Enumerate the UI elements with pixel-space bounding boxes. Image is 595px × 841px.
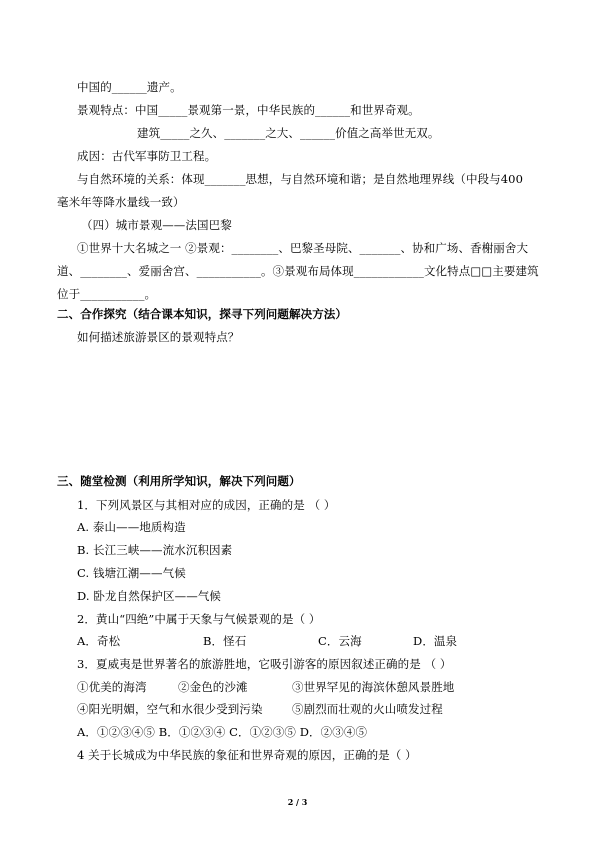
option: C. 钱塘江潮——气候 [77,566,186,580]
text-line: 毫米年等降水量线一致） [57,195,185,209]
option: A. 泰山——地质构造 [77,520,186,534]
option: ⑤剧烈而壮观的火山喷发过程 [292,702,443,716]
text-line: 与自然环境的关系：体现_______思想，与自然环境和谐；是自然地理界线（中段与400 [77,172,523,186]
option: ③世界罕见的海滨休憩风景胜地 [292,680,455,694]
text-line: 位于___________。 [57,287,157,301]
section-heading: 三、随堂检测（利用所学知识，解决下列问题） [57,474,301,488]
text-line: ①世界十大名城之一 ②景观：________、巴黎圣母院、_______、协和广场、香榭丽舍大 [77,241,529,255]
text-line: 成因：古代军事防卫工程。 [77,149,217,163]
section-heading: 二、合作探究（结合课本知识，探寻下列问题解决方法） [57,307,347,321]
option: B. 长江三峡——流水沉积因素 [77,543,233,557]
option: ②金色的沙滩 [178,680,248,694]
option: D．温泉 [413,634,458,648]
option: A．奇松 [77,634,121,648]
text-line: 道、________、爱丽舍宫、___________。③景观布局体现____________文化特点□□主要建筑 [57,264,539,278]
text-line: 景观特点：中国_____景观第一景，中华民族的______和世界奇观。 [77,103,420,117]
question: 3．夏威夷是世界著名的旅游胜地，它吸引游客的原因叙述正确的是 （ ） [77,657,452,671]
option: ④阳光明媚，空气和水很少受到污染 [77,702,263,716]
question: 1．下列风景区与其相对应的成因，正确的是 （ ） [77,498,336,512]
option: C．云海 [318,634,362,648]
text-line: 建筑_____之久、_______之大、______价值之高举世无双。 [137,126,440,140]
text-line: 如何描述旅游景区的景观特点？ [77,330,240,344]
text-line: 中国的______遗产。 [77,80,182,94]
section-subheading: （四）城市景观——法国巴黎 [81,218,232,232]
option: D. 卧龙自然保护区——气候 [77,589,222,603]
option: ①优美的海湾 [77,680,147,694]
option: B．怪石 [203,634,247,648]
answer-choices: A．①②③④⑤ B．①②③④ C．①②③⑤ D．②③④⑤ [77,725,368,739]
question: 2．黄山“四绝”中属于天象与气候景观的是（ ） [77,612,321,626]
page-number: 2 / 3 [287,797,308,807]
question: 4 关于长城成为中华民族的象征和世界奇观的原因，正确的是（ ） [77,748,417,762]
